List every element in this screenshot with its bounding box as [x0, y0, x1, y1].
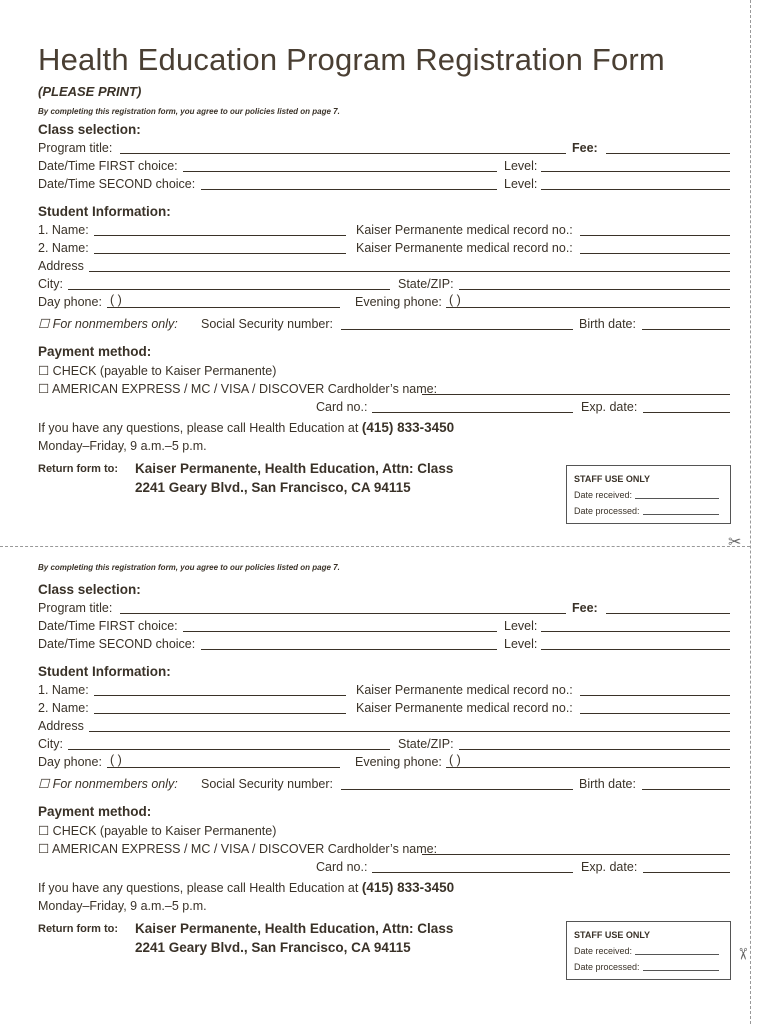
phone-number: (415) 833-3450	[361, 420, 455, 435]
evening-phone-label: Evening phone:	[355, 755, 442, 769]
scissors-icon: ✂	[728, 534, 742, 551]
check-option[interactable]: ☐ CHECK (payable to Kaiser Permanente)	[38, 824, 277, 838]
second-choice-label: Date/Time SECOND choice:	[38, 177, 196, 191]
student-info-heading: Student Information:	[38, 664, 171, 679]
area-code-paren: ( )	[110, 753, 122, 767]
mrn1-field[interactable]	[580, 235, 730, 236]
level-label: Level:	[504, 637, 538, 651]
level-label: Level:	[504, 177, 538, 191]
evening-phone-field[interactable]	[446, 767, 730, 768]
return-address-line2: 2241 Geary Blvd., San Francisco, CA 94115	[135, 940, 411, 955]
return-to-label: Return form to:	[38, 463, 119, 475]
mrn-label: Kaiser Permanente medical record no.:	[356, 241, 573, 255]
day-phone-field[interactable]	[107, 307, 340, 308]
program-title-field[interactable]	[120, 613, 566, 614]
date-processed-field[interactable]	[643, 970, 719, 971]
evening-phone-field[interactable]	[446, 307, 730, 308]
first-choice-label: Date/Time FIRST choice:	[38, 619, 178, 633]
agree-notice: By completing this registration form, you agree to our policies listed on page 7.	[38, 563, 340, 572]
exp-date-label: Exp. date:	[581, 400, 638, 414]
payment-method-heading: Payment method:	[38, 344, 152, 359]
birth-date-label: Birth date:	[579, 777, 636, 791]
mrn1-field[interactable]	[580, 695, 730, 696]
name2-label: 2. Name:	[38, 241, 89, 255]
cardholder-name-field[interactable]	[422, 394, 730, 395]
staff-use-box	[566, 465, 731, 524]
state-zip-field[interactable]	[459, 289, 730, 290]
date-processed-label: Date processed:	[574, 506, 640, 516]
level-field[interactable]	[541, 189, 730, 190]
fee-field[interactable]	[606, 153, 730, 154]
name1-label: 1. Name:	[38, 223, 89, 237]
cut-line-horizontal	[0, 546, 750, 547]
hours-text: Monday–Friday, 9 a.m.–5 p.m.	[38, 439, 207, 453]
level-label: Level:	[504, 619, 538, 633]
area-code-paren: ( )	[110, 293, 122, 307]
exp-date-field[interactable]	[643, 412, 730, 413]
fee-label: Fee:	[572, 141, 598, 155]
day-phone-field[interactable]	[107, 767, 340, 768]
card-no-label: Card no.:	[316, 860, 368, 874]
cut-line-vertical	[750, 0, 751, 1024]
card-option[interactable]: ☐ AMERICAN EXPRESS / MC / VISA / DISCOVER Cardholder’s name:	[38, 842, 438, 856]
date-received-label: Date received:	[574, 490, 633, 500]
first-choice-label: Date/Time FIRST choice:	[38, 159, 178, 173]
area-code-paren: ( )	[449, 753, 461, 767]
name1-field[interactable]	[94, 695, 346, 696]
first-choice-field[interactable]	[183, 631, 497, 632]
ssn-label: Social Security number:	[201, 777, 334, 791]
questions-label: If you have any questions, please call Health Education at	[38, 421, 359, 435]
check-option[interactable]: ☐ CHECK (payable to Kaiser Permanente)	[38, 364, 277, 378]
level-field[interactable]	[541, 649, 730, 650]
name1-field[interactable]	[94, 235, 346, 236]
birth-date-label: Birth date:	[579, 317, 636, 331]
agree-notice: By completing this registration form, you agree to our policies listed on page 7.	[38, 107, 340, 116]
staff-use-title: STAFF USE ONLY	[574, 474, 651, 484]
scissors-icon: ✂	[733, 947, 751, 961]
return-address-line1: Kaiser Permanente, Health Education, Attn: Class	[135, 461, 454, 476]
phone-number: (415) 833-3450	[361, 880, 455, 895]
evening-phone-label: Evening phone:	[355, 295, 442, 309]
staff-use-box	[566, 921, 731, 980]
day-phone-label: Day phone:	[38, 755, 102, 769]
class-selection-heading: Class selection:	[38, 582, 141, 597]
state-zip-label: State/ZIP:	[398, 277, 454, 291]
card-no-field[interactable]	[372, 872, 573, 873]
city-field[interactable]	[68, 289, 390, 290]
card-no-label: Card no.:	[316, 400, 368, 414]
city-label: City:	[38, 737, 63, 751]
second-choice-field[interactable]	[201, 649, 497, 650]
day-phone-label: Day phone:	[38, 295, 102, 309]
address-field[interactable]	[89, 271, 730, 272]
mrn-label: Kaiser Permanente medical record no.:	[356, 683, 573, 697]
ssn-field[interactable]	[341, 329, 573, 330]
staff-use-title: STAFF USE ONLY	[574, 930, 651, 940]
questions-text	[38, 881, 454, 895]
name2-label: 2. Name:	[38, 701, 89, 715]
mrn2-field[interactable]	[580, 253, 730, 254]
please-print: (PLEASE PRINT)	[38, 84, 142, 99]
mrn2-field[interactable]	[580, 713, 730, 714]
city-label: City:	[38, 277, 63, 291]
mrn-label: Kaiser Permanente medical record no.:	[356, 701, 573, 715]
birth-date-field[interactable]	[642, 329, 730, 330]
level-field[interactable]	[541, 631, 730, 632]
nonmembers-checkbox[interactable]: ☐ For nonmembers only:	[38, 777, 178, 791]
address-field[interactable]	[89, 731, 730, 732]
program-title-label: Program title:	[38, 141, 113, 155]
cardholder-name-field[interactable]	[422, 854, 730, 855]
birth-date-field[interactable]	[642, 789, 730, 790]
card-no-field[interactable]	[372, 412, 573, 413]
return-address-line1: Kaiser Permanente, Health Education, Attn: Class	[135, 921, 454, 936]
second-choice-label: Date/Time SECOND choice:	[38, 637, 196, 651]
address-label: Address	[38, 719, 84, 733]
area-code-paren: ( )	[449, 293, 461, 307]
payment-method-heading: Payment method:	[38, 804, 152, 819]
city-field[interactable]	[68, 749, 390, 750]
ssn-label: Social Security number:	[201, 317, 334, 331]
name2-field[interactable]	[94, 713, 346, 714]
name2-field[interactable]	[94, 253, 346, 254]
page-title: Health Education Program Registration Form	[38, 42, 665, 77]
nonmembers-checkbox[interactable]: ☐ For nonmembers only:	[38, 317, 178, 331]
questions-text	[38, 421, 454, 435]
exp-date-field[interactable]	[643, 872, 730, 873]
questions-label: If you have any questions, please call Health Education at	[38, 881, 359, 895]
date-received-label: Date received:	[574, 946, 633, 956]
exp-date-label: Exp. date:	[581, 860, 638, 874]
second-choice-field[interactable]	[201, 189, 497, 190]
state-zip-field[interactable]	[459, 749, 730, 750]
name1-label: 1. Name:	[38, 683, 89, 697]
date-processed-field[interactable]	[643, 514, 719, 515]
date-received-field[interactable]	[635, 954, 719, 955]
state-zip-label: State/ZIP:	[398, 737, 454, 751]
date-received-field[interactable]	[635, 498, 719, 499]
ssn-field[interactable]	[341, 789, 573, 790]
program-title-label: Program title:	[38, 601, 113, 615]
return-address-line2: 2241 Geary Blvd., San Francisco, CA 94115	[135, 480, 411, 495]
fee-label: Fee:	[572, 601, 598, 615]
address-label: Address	[38, 259, 84, 273]
student-info-heading: Student Information:	[38, 204, 171, 219]
hours-text: Monday–Friday, 9 a.m.–5 p.m.	[38, 899, 207, 913]
fee-field[interactable]	[606, 613, 730, 614]
class-selection-heading: Class selection:	[38, 122, 141, 137]
level-label: Level:	[504, 159, 538, 173]
return-to-label: Return form to:	[38, 923, 119, 935]
first-choice-field[interactable]	[183, 171, 497, 172]
level-field[interactable]	[541, 171, 730, 172]
card-option[interactable]: ☐ AMERICAN EXPRESS / MC / VISA / DISCOVER Cardholder’s name:	[38, 382, 438, 396]
date-processed-label: Date processed:	[574, 962, 640, 972]
program-title-field[interactable]	[120, 153, 566, 154]
mrn-label: Kaiser Permanente medical record no.:	[356, 223, 573, 237]
